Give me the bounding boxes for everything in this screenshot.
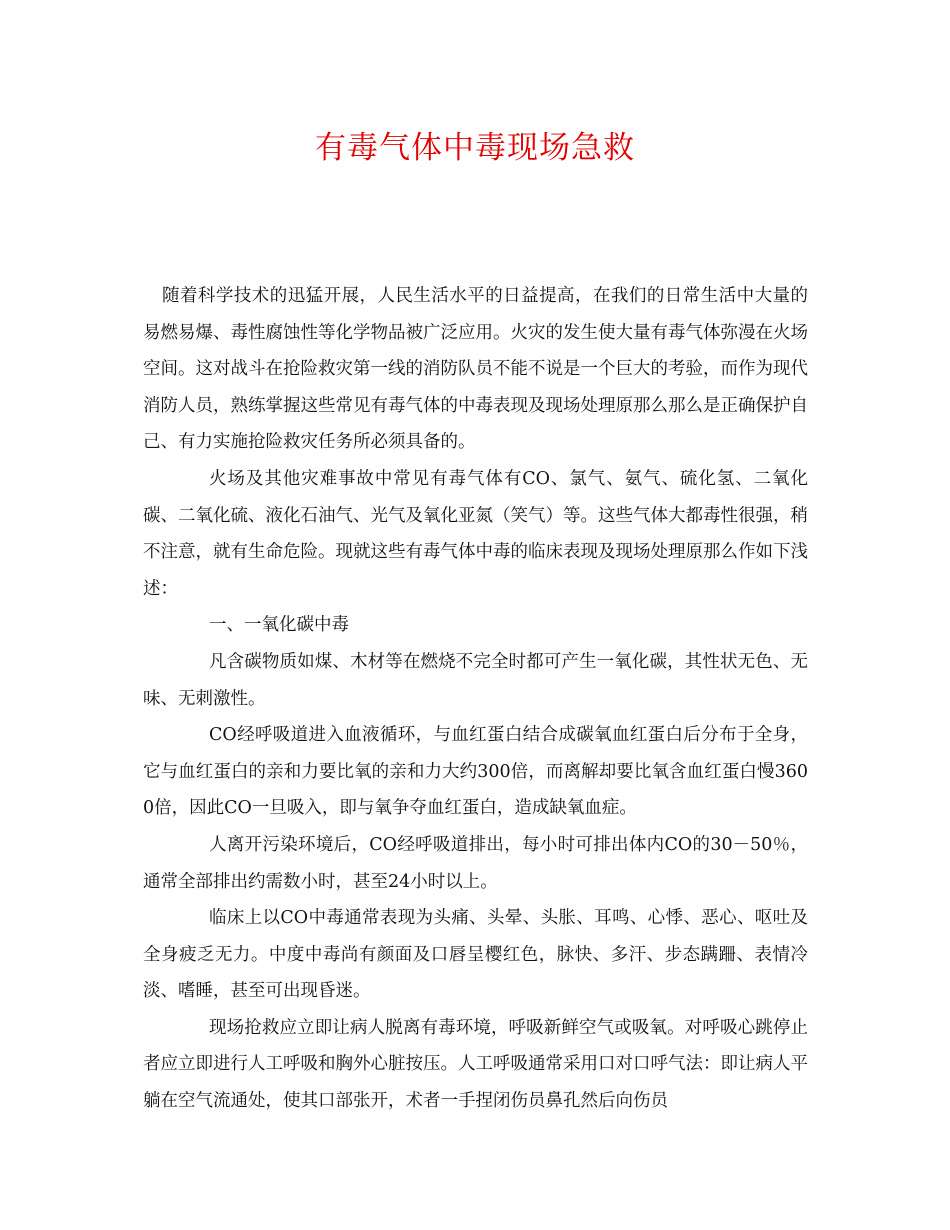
paragraph-common-gases: 火场及其他灾难事故中常见有毒气体有CO、氯气、氨气、硫化氢、二氧化碳、二氧化硫、液化石油气、光气及氧化亚氮（笑气）等。这些气体大都毒性很强，稍不注意，就有生命危险。现就这些有毒气体中毒的临床表现及现场处理原那么作如下浅述： bbox=[143, 468, 808, 599]
document-title: 有毒气体中毒现场急救 bbox=[315, 130, 635, 166]
document-body bbox=[143, 278, 808, 1120]
paragraph-co-mechanism: CO经呼吸道进入血液循环，与血红蛋白结合成碳氧血红蛋白后分布于全身，它与血红蛋白的亲和力要比氧的亲和力大约300倍，而离解却要比氧含血红蛋白慢3600倍，因此CO一旦吸入，即与氧争夺血红蛋白，造成缺氧血症。 bbox=[143, 725, 808, 819]
paragraph-intro: 随着科学技术的迅猛开展，人民生活水平的日益提高，在我们的日常生活中大量的易燃易爆、毒性腐蚀性等化学物品被广泛应用。火灾的发生使大量有毒气体弥漫在火场空间。这对战斗在抢险救灾第一线的消防队员不能不说是一个巨大的考验，而作为现代消防人员，熟练掌握这些常见有毒气体的中毒表现及现场处理原那么那么是正确保护自己、有力实施抢险救灾任务所必须具备的。 bbox=[143, 286, 808, 453]
section-heading-co-poisoning: 一、一氧化碳中毒 bbox=[209, 615, 349, 636]
paragraph-co-symptoms: 临床上以CO中毒通常表现为头痛、头晕、头胀、耳鸣、心悸、恶心、呕吐及全身疲乏无力。中度中毒尚有颜面及口唇呈樱红色，脉快、多汗、步态蹒跚、表情冷淡、嗜睡，甚至可出现昏迷。 bbox=[143, 908, 808, 1002]
paragraph-co-source: 凡含碳物质如煤、木材等在燃烧不完全时都可产生一氧化碳，其性状无色、无味、无刺激性。 bbox=[143, 651, 808, 709]
paragraph-co-first-aid: 现场抢救应立即让病人脱离有毒环境，呼吸新鲜空气或吸氧。对呼吸心跳停止者应立即进行人工呼吸和胸外心脏按压。人工呼吸通常采用口对口呼气法：即让病人平躺在空气流通处，使其口部张开，术者一手捏闭伤员鼻孔然后向伤员 bbox=[143, 1017, 808, 1112]
paragraph-co-elimination: 人离开污染环境后，CO经呼吸道排出，每小时可排出体内CO的30－50％，通常全部排出约需数小时，甚至24小时以上。 bbox=[143, 834, 808, 892]
